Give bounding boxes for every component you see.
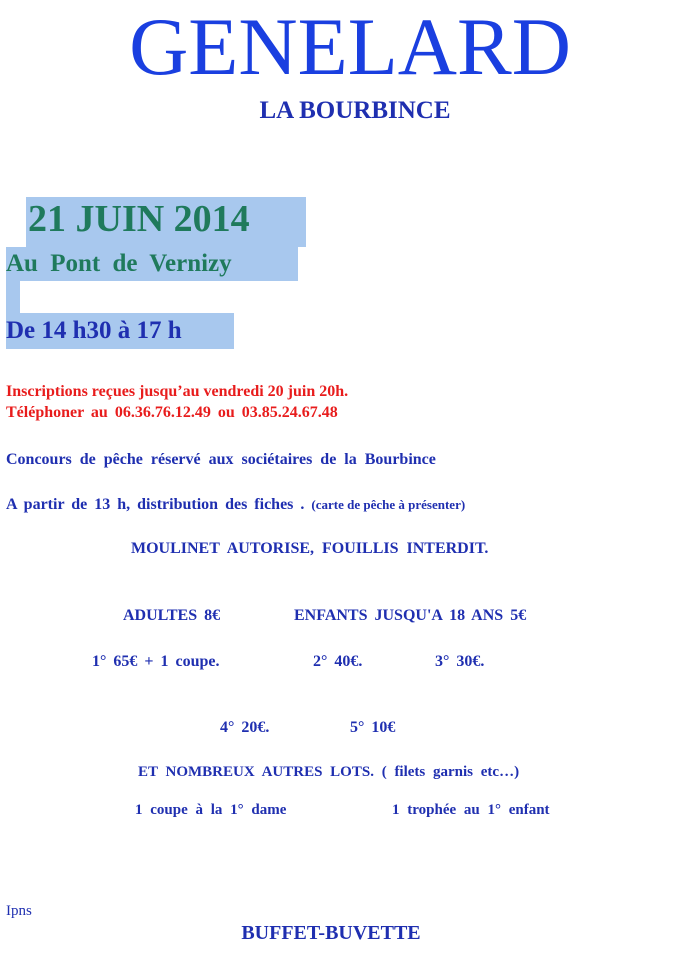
distribution-text: A partir de 13 h, distribution des fiches . [6,496,305,513]
event-date: 21 JUIN 2014 [28,198,250,240]
other-prizes: ET NOMBREUX AUTRES LOTS. ( filets garnis etc…) [138,764,520,780]
price-adults: ADULTES 8€ [123,607,221,624]
highlight-gap [6,281,20,313]
prize-third: 3° 30€. [435,653,485,670]
ipns-mention: Ipns [6,903,32,919]
prize-first: 1° 65€ + 1 coupe. [92,653,220,670]
child-trophy: 1 trophée au 1° enfant [392,802,550,818]
distribution-line [6,496,465,514]
page-title: GENELARD [129,1,571,92]
prize-fourth: 4° 20€. [220,719,270,736]
registration-phone: Téléphoner au 06.36.76.12.49 ou 03.85.24.67.48 [6,404,338,421]
rules-line: MOULINET AUTORISE, FOUILLIS INTERDIT. [131,540,489,557]
prize-second: 2° 40€. [313,653,363,670]
event-hours: De 14 h30 à 17 h [6,317,182,344]
lady-cup: 1 coupe à la 1° dame [135,802,287,818]
prize-fifth: 5° 10€ [350,719,396,736]
distribution-note: (carte de pêche à présenter) [311,497,466,512]
registration-deadline: Inscriptions reçues jusqu’au vendredi 20 juin 20h. [6,383,349,400]
contest-description: Concours de pêche réservé aux sociétaires de la Bourbince [6,451,436,468]
club-name: LA BOURBINCE [259,97,451,124]
event-place: Au Pont de Vernizy [6,250,232,277]
price-children: ENFANTS JUSQU'A 18 ANS 5€ [294,607,527,624]
buffet-buvette: BUFFET-BUVETTE [241,922,421,944]
